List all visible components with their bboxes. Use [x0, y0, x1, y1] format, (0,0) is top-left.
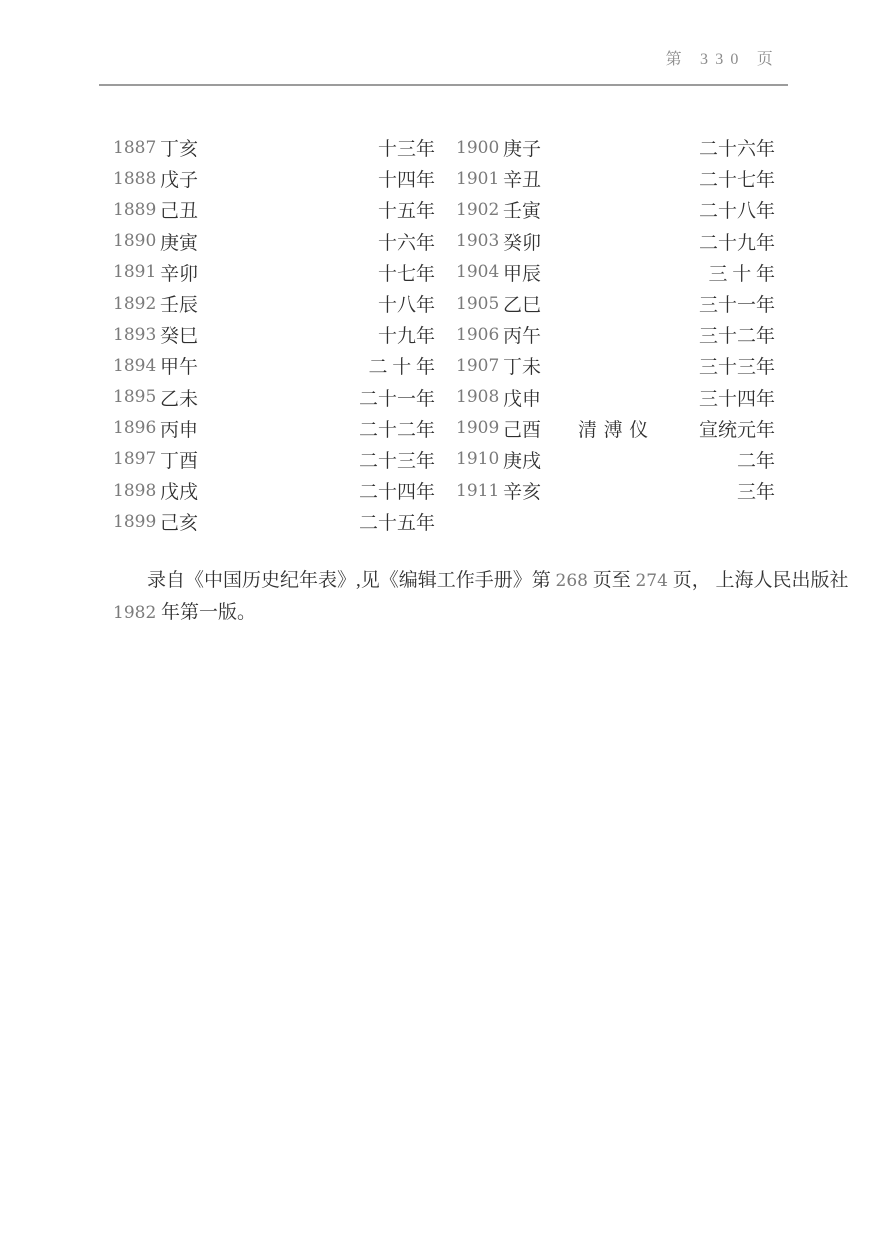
source-note-text: 页， 上海人民出版社 [667, 570, 849, 591]
year-value: 1909 [456, 418, 500, 439]
ganzhi-value: 乙巳 [503, 295, 542, 317]
table-row [113, 288, 435, 319]
year-value: 1900 [456, 137, 500, 158]
year-value: 1906 [456, 324, 500, 345]
source-note-number: 268 [555, 571, 588, 591]
year-value: 1893 [113, 324, 157, 345]
year-value: 1910 [456, 449, 500, 470]
ganzhi-value: 甲午 [160, 357, 199, 379]
source-note-number: 274 [635, 571, 668, 591]
ganzhi-value: 戊申 [503, 388, 542, 410]
year-value: 1908 [456, 387, 500, 408]
reign-year-value: 十四年 [377, 170, 435, 192]
reign-year-value: 三十一年 [698, 295, 775, 317]
reign-year-value: 二 十 年 [368, 357, 435, 379]
table-row [456, 350, 775, 381]
ganzhi-value: 丙申 [160, 419, 199, 441]
reign-year-value: 三年 [736, 482, 775, 504]
ganzhi-value: 戊戌 [160, 482, 199, 504]
table-row [113, 382, 435, 413]
year-value: 1911 [456, 480, 500, 501]
year-value: 1892 [113, 293, 157, 314]
table-column-right [456, 132, 775, 506]
source-note-line [113, 565, 849, 597]
table-row [456, 194, 775, 225]
reign-year-value: 十六年 [377, 232, 435, 254]
ganzhi-value: 丁酉 [160, 450, 199, 472]
table-row [456, 257, 775, 288]
ganzhi-value: 丁未 [503, 357, 542, 379]
year-value: 1907 [456, 355, 500, 376]
ganzhi-value: 壬寅 [503, 201, 542, 223]
ganzhi-value: 癸巳 [160, 326, 199, 348]
table-row [113, 319, 435, 350]
table-row [456, 163, 775, 194]
reign-year-value: 三 十 年 [708, 263, 775, 285]
year-value: 1889 [113, 199, 157, 220]
emperor-value: 清溥仪 [578, 419, 655, 441]
table-row [456, 413, 775, 444]
source-note-line [113, 597, 779, 629]
year-value: 1894 [113, 355, 157, 376]
year-value: 1899 [113, 511, 157, 532]
year-value: 1897 [113, 449, 157, 470]
reign-year-value: 二十二年 [358, 419, 435, 441]
year-value: 1888 [113, 168, 157, 189]
reign-year-value: 三十二年 [698, 326, 775, 348]
table-row [113, 350, 435, 381]
reign-year-value: 二十八年 [698, 201, 775, 223]
year-value: 1904 [456, 262, 500, 283]
source-note-number: 1982 [113, 603, 157, 624]
ganzhi-value: 庚寅 [160, 232, 199, 254]
year-value: 1895 [113, 387, 157, 408]
table-row [456, 475, 775, 506]
reign-year-value: 三十三年 [698, 357, 775, 379]
ganzhi-value: 辛卯 [160, 263, 199, 285]
reign-year-value: 二十三年 [358, 450, 435, 472]
reign-year-value: 十三年 [377, 139, 435, 161]
table-row [456, 132, 775, 163]
year-value: 1890 [113, 231, 157, 252]
table-row [113, 444, 435, 475]
table-row [456, 288, 775, 319]
year-value: 1896 [113, 418, 157, 439]
reign-year-value: 二十一年 [358, 388, 435, 410]
table-row [456, 226, 775, 257]
reign-year-value: 二年 [736, 450, 775, 472]
year-value: 1901 [456, 168, 500, 189]
ganzhi-value: 丙午 [503, 326, 542, 348]
table-row [113, 163, 435, 194]
year-value: 1887 [113, 137, 157, 158]
reign-year-value: 二十六年 [698, 139, 775, 161]
ganzhi-value: 庚子 [503, 139, 542, 161]
reign-year-value: 二十九年 [698, 232, 775, 254]
table-row [456, 319, 775, 350]
table-row [113, 226, 435, 257]
reign-year-value: 二十七年 [698, 170, 775, 192]
ganzhi-value: 壬辰 [160, 295, 199, 317]
year-value: 1898 [113, 480, 157, 501]
year-value: 1905 [456, 293, 500, 314]
table-row [456, 382, 775, 413]
source-note-text: 录自《中国历史纪年表》,见《编辑工作手册》第 [147, 570, 556, 591]
ganzhi-value: 癸卯 [503, 232, 542, 254]
ganzhi-value: 己丑 [160, 201, 199, 223]
reign-year-value: 十八年 [377, 295, 435, 317]
table-row [113, 413, 435, 444]
page-number-label: 第 330 页 [665, 51, 780, 68]
header-rule [99, 84, 788, 86]
year-value: 1903 [456, 231, 500, 252]
source-note [113, 565, 849, 629]
ganzhi-value: 己亥 [160, 513, 199, 535]
reign-year-value: 三十四年 [698, 388, 775, 410]
table-row [113, 257, 435, 288]
table-row [113, 475, 435, 506]
source-note-text: 年第一版。 [156, 602, 257, 624]
table-row [456, 444, 775, 475]
year-value: 1902 [456, 199, 500, 220]
reign-year-value: 十五年 [377, 201, 435, 223]
reign-year-value: 宣统元年 [698, 419, 775, 441]
table-row [113, 132, 435, 163]
reign-year-value: 二十四年 [358, 482, 435, 504]
ganzhi-value: 辛亥 [503, 482, 542, 504]
ganzhi-value: 甲辰 [503, 263, 542, 285]
ganzhi-value: 庚戌 [503, 450, 542, 472]
table-column-left [113, 132, 435, 537]
ganzhi-value: 戊子 [160, 170, 199, 192]
table-row [113, 506, 435, 537]
table-row [113, 194, 435, 225]
ganzhi-value: 辛丑 [503, 170, 542, 192]
reign-year-value: 十九年 [377, 326, 435, 348]
reign-year-value: 二十五年 [358, 513, 435, 535]
ganzhi-value: 乙未 [160, 388, 199, 410]
ganzhi-value: 己酉 [503, 419, 542, 441]
source-note-text: 页至 [587, 570, 636, 591]
year-value: 1891 [113, 262, 157, 283]
reign-year-value: 十七年 [377, 263, 435, 285]
ganzhi-value: 丁亥 [160, 139, 199, 161]
page-header [666, 46, 780, 69]
